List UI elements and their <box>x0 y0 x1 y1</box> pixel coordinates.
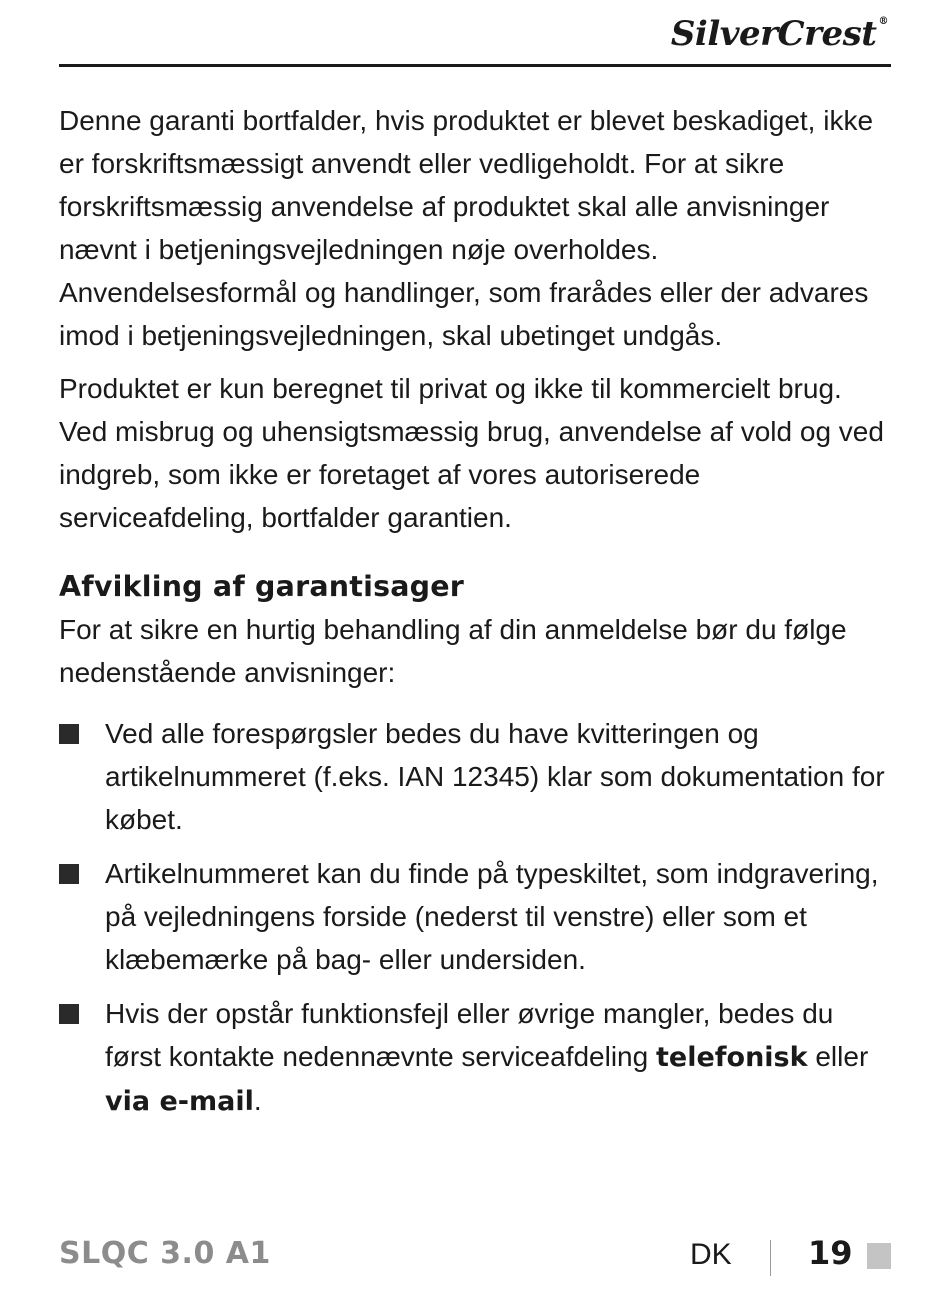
page-marker-square-icon <box>867 1243 891 1269</box>
paragraph-private-use: Produktet er kun beregnet til privat og ikke til kommercielt brug. Ved misbrug og uhensigtsmæssig brug, anvendelse af vold og ved indgreb, som ikke er foretaget af vores autoriserede serviceafdeling, bortfalder garantien. <box>59 373 884 533</box>
brand-name: SilverCrest <box>670 14 877 54</box>
paragraph-warranty-void: Denne garanti bortfalder, hvis produktet er blevet beskadiget, ikke er forskriftsmæssigt anvendt eller vedligeholdt. For at sikre forskriftsmæssig anvendelse af produktet skal alle anvisninger nævnt i betjeningsvejledningen nøje overholdes. Anvendelsesformål og handlinger, som frarådes eller der advares imod i betjeningsvejledningen, skal ubetinget undgås. <box>59 105 874 351</box>
bullet-square-icon <box>59 724 79 744</box>
list-item <box>59 852 892 981</box>
header-rule <box>59 64 891 67</box>
emphasis-email: via e-mail <box>105 1086 254 1117</box>
bullet-square-icon <box>59 864 79 884</box>
list-item-text-end: . <box>253 1085 262 1116</box>
list-item-text: Artikelnummeret kan du finde på typeskiltet, som indgravering, på vejledningens forside (nederst til venstre) eller som et klæbemærke på bag- eller undersiden. <box>105 858 879 975</box>
list-item <box>59 992 892 1123</box>
footer-language: DK <box>690 1238 732 1271</box>
brand-logo <box>671 14 888 54</box>
footer-model-number: SLQC 3.0 A1 <box>59 1236 271 1271</box>
page-number: 19 <box>808 1234 853 1272</box>
list-item-text-connector: eller <box>807 1041 869 1072</box>
list-item-text: Ved alle forespørgsler bedes du have kvitteringen og artikelnummeret (f.eks. IAN 12345) klar som dokumentation for købet. <box>105 718 885 835</box>
registered-mark: ® <box>878 16 888 27</box>
footer-divider <box>770 1240 771 1276</box>
list-item-text: Hvis der opstår funktionsfejl eller øvrige mangler, bedes du først kontakte nedennævnte serviceafdeling <box>105 998 834 1072</box>
instruction-list <box>59 712 892 1134</box>
emphasis-phone: telefonisk <box>655 1042 808 1073</box>
list-item <box>59 712 892 841</box>
section-intro: For at sikre en hurtig behandling af din anmeldelse bør du følge nedenstående anvisninger: <box>59 614 847 688</box>
section-heading: Afvikling af garantisager <box>59 570 465 603</box>
bullet-square-icon <box>59 1004 79 1024</box>
